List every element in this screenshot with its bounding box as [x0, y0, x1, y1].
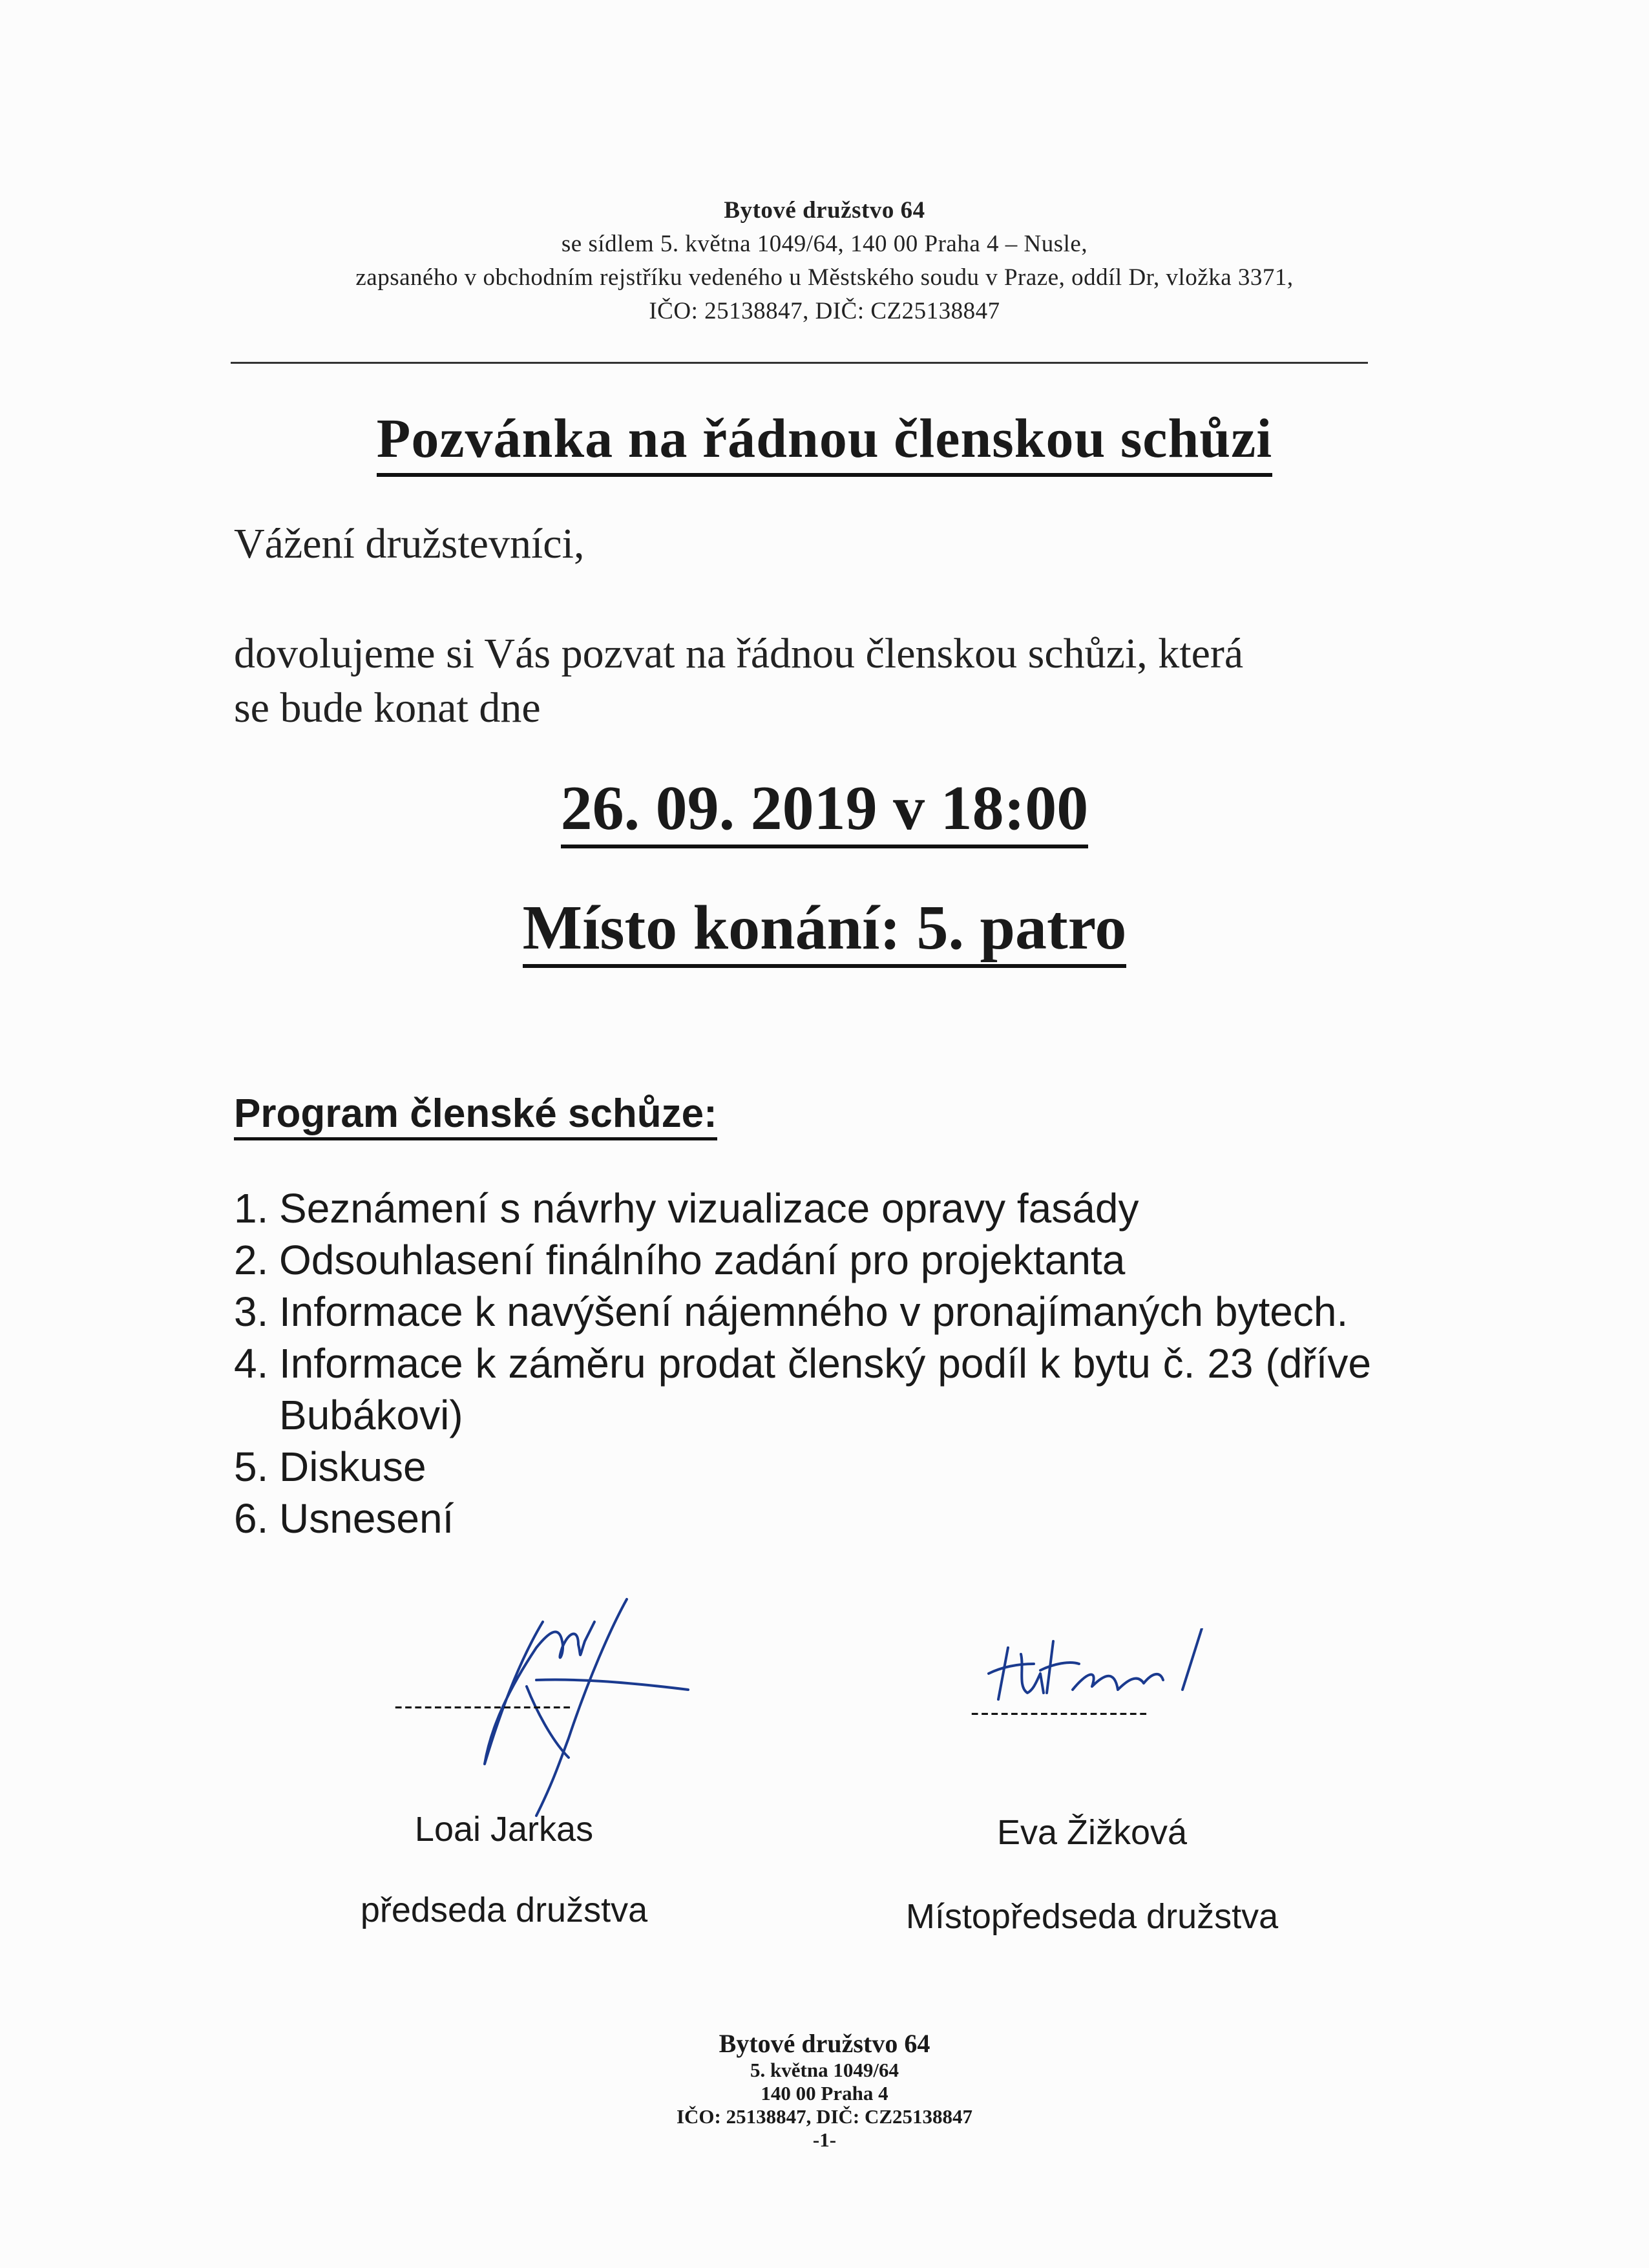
intro-paragraph	[234, 627, 1436, 735]
page-number: -1-	[812, 2128, 837, 2151]
program-item	[234, 1338, 1371, 1441]
letterhead-org-name: Bytové družstvo 64	[724, 197, 925, 224]
chairman-role: předseda družstva	[360, 1891, 648, 1929]
meeting-place: Místo konání: 5. patro	[523, 893, 1127, 968]
program-item-text: Usnesení	[279, 1495, 454, 1542]
header-divider	[231, 362, 1368, 364]
intro-line-1: dovolujeme si Vás pozvat na řádnou členskou schůzi, která	[234, 630, 1244, 677]
vice-chair-signature-line: ------------------	[971, 1698, 1149, 1727]
chairman-signature-line: ------------------	[394, 1692, 572, 1720]
vice-chair-role: Místopředseda družstva	[905, 1897, 1279, 1936]
program-list	[234, 1182, 1371, 1544]
program-item	[234, 1441, 1371, 1493]
program-item	[234, 1493, 1371, 1544]
program-item	[234, 1234, 1371, 1286]
program-item-number: 2.	[234, 1237, 269, 1283]
vice-chair-name: Eva Žižková	[996, 1813, 1188, 1852]
program-item-text: Seznámení s návrhy vizualizace opravy fasády	[279, 1185, 1139, 1232]
letterhead-register: zapsaného v obchodním rejstříku vedeného u Městského soudu v Praze, oddíl Dr, vložka 3371,	[355, 264, 1294, 291]
meeting-datetime-block	[0, 772, 1649, 845]
program-item-text: Informace k záměru prodat členský podíl k bytu č. 23 (dříve Bubákovi)	[279, 1340, 1371, 1438]
chairman-name: Loai Jarkas	[414, 1810, 594, 1849]
program-item-text: Diskuse	[279, 1444, 426, 1490]
program-item-number: 4.	[234, 1340, 269, 1387]
letterhead-seat: se sídlem 5. května 1049/64, 140 00 Praha 4 – Nusle,	[561, 231, 1088, 257]
program-heading-block	[234, 1091, 717, 1137]
greeting: Vážení družstevníci,	[234, 520, 585, 567]
program-item-number: 1.	[234, 1185, 269, 1232]
footer-city: 140 00 Praha 4	[761, 2082, 888, 2105]
document-title: Pozvánka na řádnou členskou schůzi	[377, 407, 1272, 477]
letterhead	[0, 194, 1649, 328]
meeting-place-block	[0, 892, 1649, 964]
program-item	[234, 1286, 1371, 1338]
program-item-text: Informace k navýšení nájemného v pronajímaných bytech.	[279, 1288, 1349, 1335]
footer-ids: IČO: 25138847, DIČ: CZ25138847	[676, 2105, 973, 2128]
footer-stamp	[0, 2029, 1649, 2152]
letterhead-ids: IČO: 25138847, DIČ: CZ25138847	[649, 298, 1000, 324]
program-heading: Program členské schůze:	[234, 1091, 717, 1140]
program-item	[234, 1182, 1371, 1234]
program-item-number: 3.	[234, 1288, 269, 1335]
meeting-datetime: 26. 09. 2019 v 18:00	[561, 773, 1089, 848]
document-title-block	[0, 406, 1649, 470]
program-item-number: 6.	[234, 1495, 269, 1542]
footer-org-name: Bytové družstvo 64	[719, 2029, 930, 2058]
intro-line-2: se bude konat dne	[234, 684, 541, 731]
footer-street: 5. května 1049/64	[750, 2059, 899, 2081]
program-item-number: 5.	[234, 1444, 269, 1490]
program-item-text: Odsouhlasení finálního zadání pro projektanta	[279, 1237, 1126, 1283]
